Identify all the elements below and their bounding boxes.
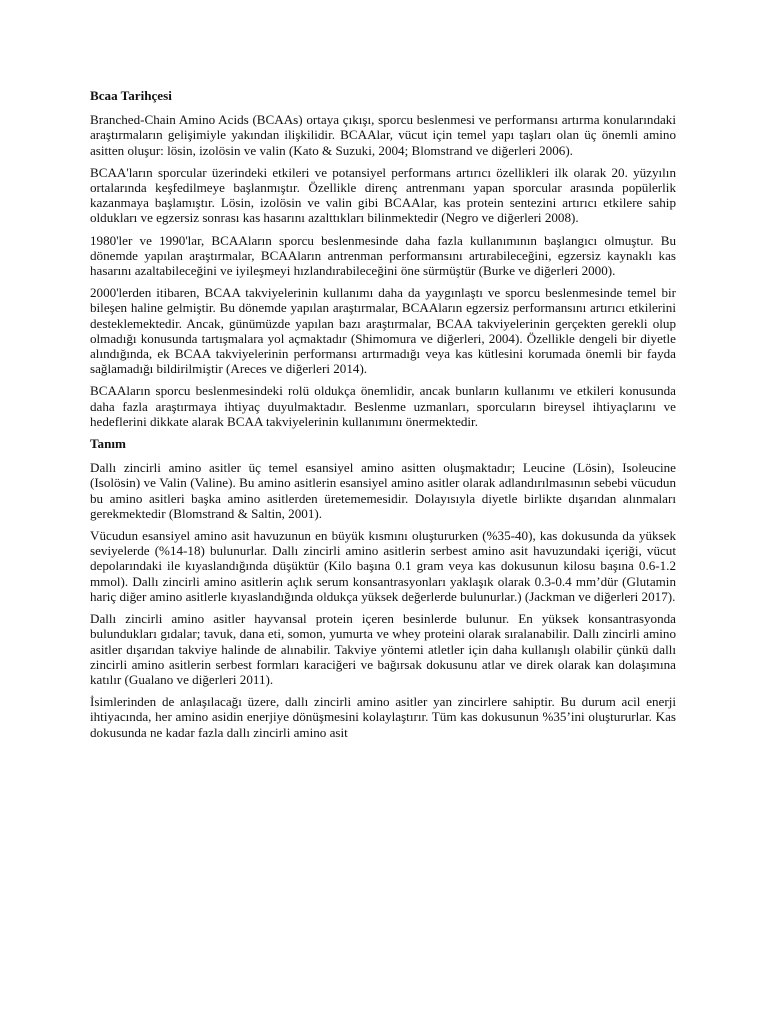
paragraph: BCAA'ların sporcular üzerindeki etkileri ve potansiyel performans artırıcı özellikleri ilk olarak 20. yüzyılın ortalarında keşfedilmeye başlanmıştır. Özellikle direnç antrenmanı yapan sporcular arasında popülerlik kazanmaya başlamıştır. Lösin, izolösin ve valin gibi BCAAlar, kas protein sentezini artırıcı etkilere sahip oldukları ve egzersiz sonrası kas hasarını azalttıkları bilinmektedir (Negro ve diğerleri 2008). — [90, 164, 676, 226]
paragraph: Vücudun esansiyel amino asit havuzunun en büyük kısmını oluştururken (%35-40), kas dokusunda da yüksek seviyelerde (%14-18) bulunurlar. Dallı zincirli amino asitlerin serbest amino asit havuzundaki içeriği, vücut depolarındaki ile kıyaslandığında düşüktür (Kilo başına 0.1 gram veya kas dokusunun kilosu başına 0.6-1.2 mmol). Dallı zincirli amino asitlerin açlık serum konsantrasyonları yaklaşık olarak 0.3-0.4 mm’dür (Glutamin hariç diğer amino asitlerle kıyaslandığında oldukça yüksek değerlerde bulunurlar.) (Jackman ve diğerleri 2017). — [90, 528, 676, 604]
section-heading-history: Bcaa Tarihçesi — [90, 88, 172, 103]
paragraph: Branched-Chain Amino Acids (BCAAs) ortaya çıkışı, sporcu beslenmesi ve performansı artırma konularındaki araştırmaların gelişimiyle yakından ilişkilidir. BCAAlar, vücut için temel yapı taşları olan üç önemli amino asitten oluşur: lösin, izolösin ve valin (Kato & Suzuki, 2004; Blomstrand ve diğerleri 2006). — [90, 112, 676, 158]
paragraph: BCAAların sporcu beslenmesindeki rolü oldukça önemlidir, ancak bunların kullanımı ve etkileri konusunda daha fazla araştırmaya ihtiyaç duyulmaktadır. Beslenme uzmanları, sporcuların bireysel ihtiyaçlarını ve hedeflerini dikkate alarak BCAA takviyelerinin kullanımını önermektedir. — [90, 383, 676, 429]
paragraph: 2000'lerden itibaren, BCAA takviyelerinin kullanımı daha da yaygınlaştı ve sporcu beslenmesinde temel bir bileşen haline gelmiştir. Bu dönemde yapılan araştırmalar, BCAAların egzersiz performansını artırıcı etkilerini desteklemektedir. Ancak, günümüzde yapılan bazı araştırmalar, BCAA takviyelerinin gerçekten gerekli olup olmadığı konusunda tartışmalara yol açmaktadır (Shimomura ve diğerleri, 2004). Özellikle dengeli bir diyetle alındığında, ek BCAA takviyelerinin performansı artırmadığı veya kas kütlesini korumada önemli bir fayda sağlamadığı bildirilmiştir (Areces ve diğerleri 2014). — [90, 285, 676, 377]
document-page — [90, 88, 676, 747]
section-heading-definition: Tanım — [90, 436, 126, 452]
paragraph: İsimlerinden de anlaşılacağı üzere, dallı zincirli amino asitler yan zincirlere sahiptir. Bu durum acil enerji ihtiyacında, her amino asidin enerjiye dönüşmesini kolaylaştırır. Tüm kas dokusunun %35’ini oluştururlar. Kas dokusunda ne kadar fazla dallı zincirli amino asit — [90, 694, 676, 740]
paragraph: 1980'ler ve 1990'lar, BCAAların sporcu beslenmesinde daha fazla kullanımının başlangıcı olmuştur. Bu dönemde yapılan araştırmalar, BCAAların antrenman performansını artırabileceğini, egzersiz kaynaklı kas hasarını azaltabileceğini ve iyileşmeyi hızlandırabileceğini öne sürmüştür (Burke ve diğerleri 2000). — [90, 232, 676, 279]
paragraph: Dallı zincirli amino asitler hayvansal protein içeren besinlerde bulunur. En yüksek konsantrasyonda bulundukları gıdalar; tavuk, dana eti, somon, yumurta ve whey proteini olarak sıralanabilir. Dallı zincirli amino asitler dışarıdan takviye halinde de alınabilir. Takviye yöntemi atletler için daha kullanışlı olabilir çünkü dallı zincirli amino asitlerin serbest formları karaciğeri ve bağırsak dokusunu atlar ve direk olarak kan dolaşımına katılır (Gualano ve diğerleri 2011). — [90, 611, 676, 687]
paragraph: Dallı zincirli amino asitler üç temel esansiyel amino asitten oluşmaktadır; Leucine (Lösin), Isoleucine (Isolösin) ve Valin (Valine). Bu amino asitlerin esansiyel amino asitler olarak adlandırılmasının sebebi vücudun bu amino asitleri başka amino asitlerden üretememesidir. Dolayısıyla diyetle birlikte dışarıdan alınmaları gerekmektedir (Blomstrand & Saltin, 2001). — [90, 460, 676, 521]
